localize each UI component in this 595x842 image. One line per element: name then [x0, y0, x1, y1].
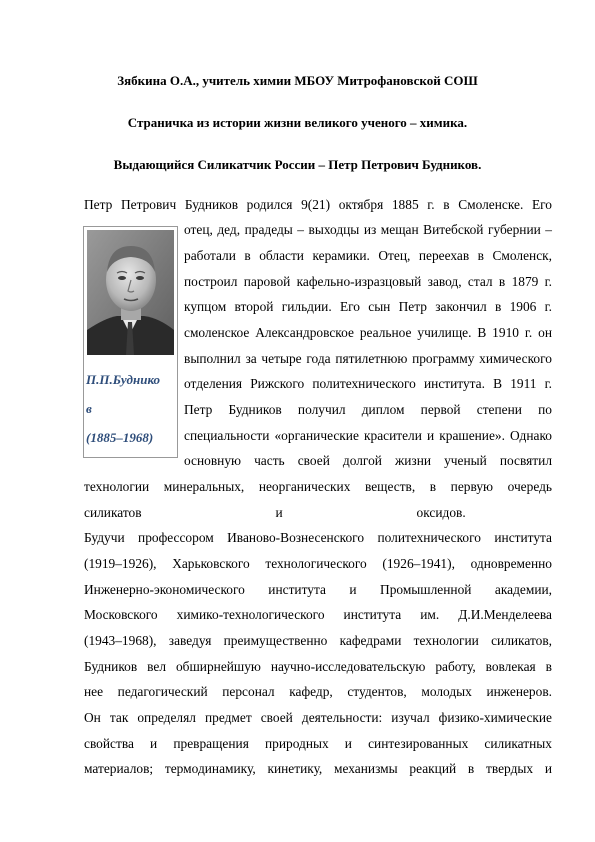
text-line: Петр Петрович Будников родился 9(21) октября 1885 г. в Смоленске. Его — [84, 197, 552, 212]
text-line: смоленское Александровское реальное училище. В 1910 г. он — [184, 325, 552, 340]
portrait-caption-years: (1885–1968) — [86, 430, 154, 445]
text-line: нее педагогический персонал кафедр, студентов, молодых инженеров. — [84, 684, 552, 699]
text-line: Будучи профессором Иваново-Вознесенского политехнического института — [84, 530, 552, 545]
text-line: работали в области керамики. Отец, переехав в Смоленск, — [184, 248, 552, 263]
author-line: Зябкина О.А., учитель химии МБОУ Митрофановской СОШ — [117, 73, 478, 88]
text-line: купцом второй гильдии. Его сын Петр закончил в 1906 г. — [184, 299, 552, 314]
text-line: отделения Рижского политехнического института. В 1911 г. — [184, 376, 552, 391]
text-line: Он так определял предмет своей деятельности: изучал физико-химические — [84, 710, 552, 725]
text-line: Будников вел обширнейшую научно-исследовательскую работу, вовлекая в — [84, 659, 552, 674]
text-line: свойства и превращения природных и синтезированных силикатных — [84, 736, 552, 751]
text-line: Петр Будников получил диплом первой степени по — [184, 402, 552, 417]
title: Выдающийся Силикатчик России – Петр Петрович Будников. — [113, 157, 482, 172]
text-line: Инженерно-экономического института и Промышленной академии, — [84, 582, 552, 597]
text-line: выполнил за четыре года пятилетнюю программу химического — [184, 351, 552, 366]
subtitle: Страничка из истории жизни великого ученого – химика. — [127, 115, 468, 130]
portrait-caption-name-end: в — [86, 401, 92, 416]
text-line: отец, дед, прадеды – выходцы из мещан Витебской губернии – — [184, 222, 552, 237]
text-line: построил паровой кафельно-изразцовый завод, стал в 1879 г. — [184, 274, 552, 289]
text-line: специальности «органические красители и крашение». Однако — [184, 428, 552, 443]
text-line: основную часть своей долгой жизни ученый посвятил — [184, 453, 552, 468]
text-line: материалов; термодинамику, кинетику, механизмы реакций в твердых и — [84, 761, 552, 776]
text-line: (1919–1926), Харьковского технологического (1926–1941), одновременно — [84, 556, 552, 571]
text-line: технологии минеральных, неорганических веществ, в первую очередь — [84, 479, 552, 494]
text-line: силикатов и оксидов. — [84, 505, 466, 520]
text-line: (1943–1968), заведуя преимущественно кафедрами технологии силикатов, — [84, 633, 552, 648]
portrait-caption-name: П.П.Буднико — [86, 372, 161, 387]
portrait-photo — [87, 230, 174, 355]
text-line: Московского химико-технологического института им. Д.И.Менделеева — [84, 607, 552, 622]
portrait-figure — [83, 226, 178, 458]
